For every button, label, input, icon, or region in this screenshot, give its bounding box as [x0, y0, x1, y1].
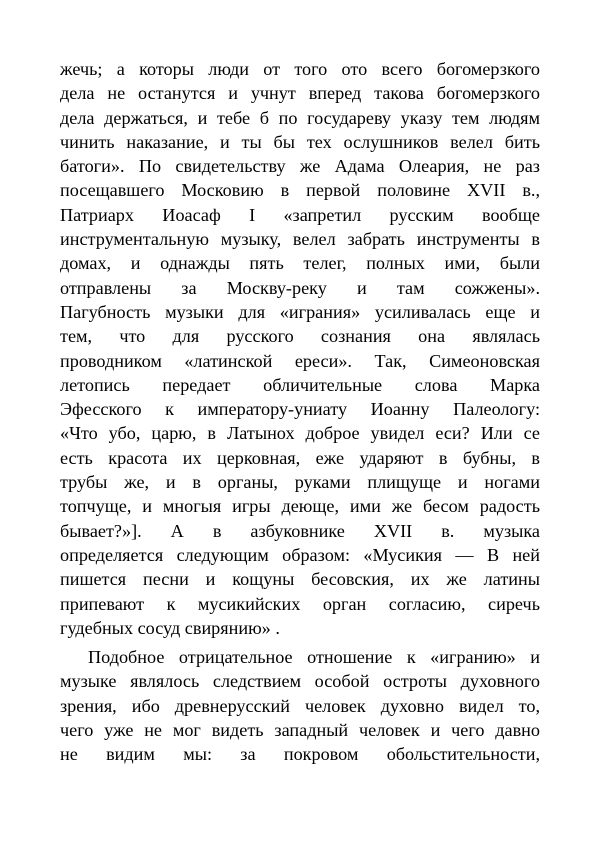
text-line: чего уже не мог видеть западный человек и чего давно — [60, 719, 540, 740]
text-line: Подобное отрицательное отношение к «игранию» и — [88, 647, 540, 667]
text-line: отправлены за Москву-реку и там сожжены». — [60, 277, 540, 298]
paragraph-1 — [60, 57, 540, 640]
text-line: зрения, ибо древнерусский человек духовно видел то, — [60, 695, 540, 716]
text-line: жечь; а которы люди от того ото всего богомерзкого — [60, 59, 540, 79]
text-line: дела держаться, и тебе б по государеву указу тем людям — [60, 107, 540, 128]
text-line: «Что убо, царю, в Латынох доброе увидел еси? Или се — [60, 423, 540, 444]
text-line: батоги». По свидетельству же Адама Олеария, не раз — [60, 156, 540, 177]
text-line: топчуще, и многыя игры деюще, ими же бесом радость — [60, 496, 540, 517]
text-line: Пагубность музыки для «играния» усиливалась еще и — [60, 301, 540, 322]
text-line: домах, и однажды пять телег, полных ими, были — [60, 253, 540, 274]
text-line: есть красота их церковная, еже ударяют в бубны, в — [60, 447, 540, 468]
text-line: бывает?»]. А в азбуковнике XVII в. музыка — [60, 520, 540, 541]
text-line: инструментальную музыку, велел забрать инструменты в — [60, 229, 540, 250]
text-line: определяется следующим образом: «Мусикия — В ней — [60, 544, 540, 565]
text-line: проводником «латинской ереси». Так, Симеоновская — [60, 350, 540, 371]
text-line: трубы же, и в органы, руками плищуще и ногами — [60, 472, 540, 493]
text-line: Патриарх Иоасаф I «запретил русским вообще — [60, 204, 540, 225]
text-line: гудебных сосуд свирянию» . — [60, 617, 280, 638]
text-line: пишется песни и кощуны бесовския, их же латины — [60, 569, 540, 590]
paragraph-2 — [60, 645, 540, 766]
text-line: тем, что для русского сознания она являлась — [60, 326, 540, 347]
text-line: посещавшего Московию в первой половине XVII в., — [60, 180, 540, 201]
text-line: Эфесского к императору-униату Иоанну Палеологу: — [60, 399, 540, 420]
text-line: не видим мы: за покровом обольстительности, — [60, 744, 540, 765]
text-line: музыке являлось следствием особой остроты духовного — [60, 671, 540, 692]
text-line: летопись передает обличительные слова Марка — [60, 374, 540, 395]
text-line: дела не останутся и учнут вперед такова богомерзкого — [60, 83, 540, 104]
text-line: припевают к мусикийских орган согласию, сиречь — [60, 593, 540, 614]
text-line: чинить наказание, и ты бы тех ослушников велел бить — [60, 131, 540, 152]
